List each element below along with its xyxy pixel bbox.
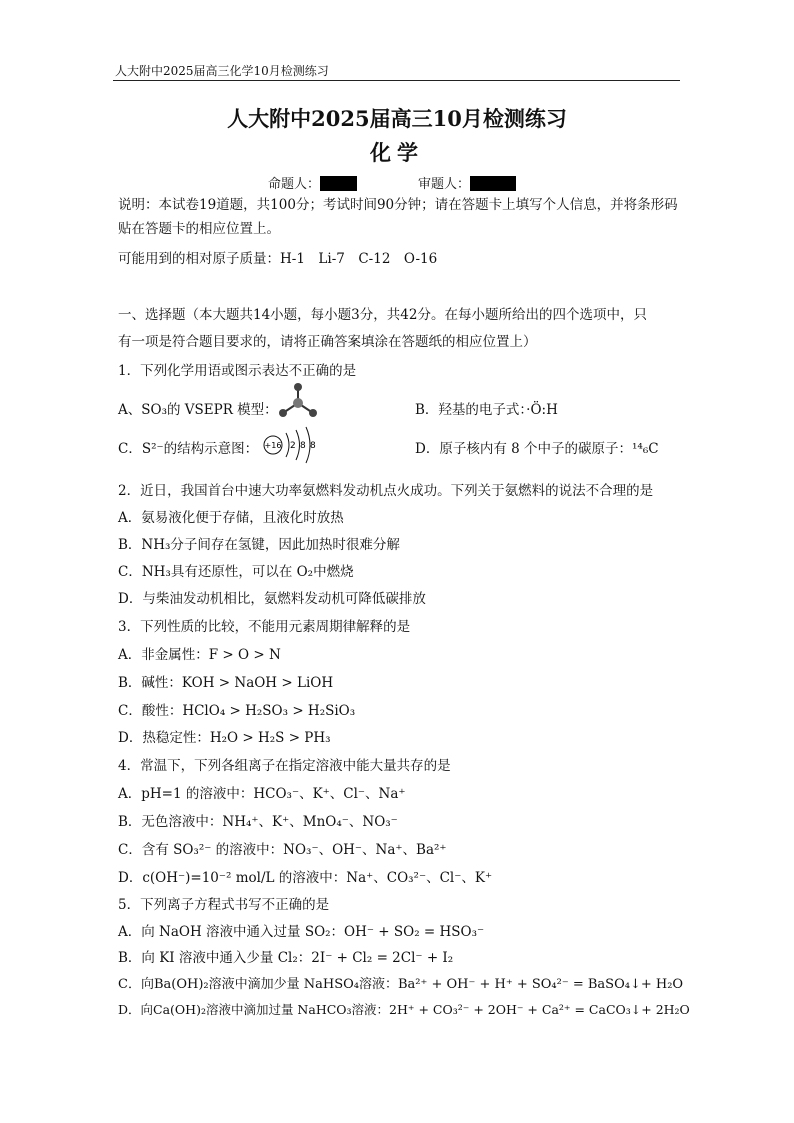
- exam-title: 人大附中2025届高三10月检测练习: [227, 106, 567, 131]
- reviewer-field: [418, 173, 516, 192]
- q1-option-b: B．羟基的电子式：·Ö:H: [415, 402, 558, 418]
- writer-redaction: [320, 176, 357, 191]
- q1-option-d: D．原子核内有 8 个中子的碳原子：¹⁴₆C: [415, 441, 659, 457]
- q4-stem: 4．常温下，下列各组离子在指定溶液中能大量共存的是: [118, 758, 451, 774]
- exam-subject: 化学: [370, 140, 424, 165]
- q2-option-d: D．与柴油发动机相比，氨燃料发动机可降低碳排放: [118, 591, 426, 607]
- q2-option-b: B．NH₃分子间存在氢键，因此加热时很难分解: [118, 537, 400, 553]
- q4-option-b: B．无色溶液中：NH₄⁺、K⁺、MnO₄⁻、NO₃⁻: [118, 814, 398, 830]
- section-heading-cont: 有一项是符合题目要求的，请将正确答案填涂在答题纸的相应位置上）: [118, 334, 537, 350]
- reviewer-redaction: [470, 176, 516, 191]
- q3-option-a: A．非金属性：F > O > N: [118, 647, 281, 663]
- q4-option-a: A．pH=1 的溶液中：HCO₃⁻、K⁺、Cl⁻、Na⁺: [118, 786, 406, 802]
- sulfide-ion-diagram: [262, 425, 322, 465]
- reviewer-label: 审题人：: [418, 177, 471, 192]
- q3-stem: 3．下列性质的比较，不能用元素周期律解释的是: [118, 619, 411, 635]
- writer-label: 命题人：: [268, 177, 321, 192]
- q5-option-c: C．向Ba(OH)₂溶液中滴加少量 NaHSO₄溶液：Ba²⁺ + OH⁻ + H⁺ + SO₄²⁻ = BaSO₄↓+ H₂O: [118, 977, 684, 992]
- q2-option-a: A．氨易液化便于存储，且液化时放热: [118, 510, 344, 526]
- header-rule: [113, 80, 680, 81]
- q2-option-c: C．NH₃具有还原性，可以在 O₂中燃烧: [118, 564, 354, 580]
- q2-stem: 2．近日，我国首台中速大功率氨燃料发动机点火成功。下列关于氨燃料的说法不合理的是: [118, 483, 654, 499]
- shell-1-count: 2: [290, 441, 296, 451]
- shell-3-count: 8: [310, 441, 316, 451]
- atomic-masses: 可能用到的相对原子质量：H-1 Li-7 C-12 O-16: [118, 251, 438, 267]
- section-heading: 一、选择题（本大题共14小题，每小题3分，共42分。在每小题所给出的四个选项中，只: [118, 307, 647, 323]
- q1-option-c: C．S²⁻的结构示意图：: [118, 441, 259, 457]
- q5-option-d: D．向Ca(OH)₂溶液中滴加过量 NaHCO₃溶液：2H⁺ + CO₃²⁻ + 2OH⁻ + Ca²⁺ = CaCO₃↓+ 2H₂O: [118, 1002, 690, 1017]
- q3-option-c: C．酸性：HClO₄ > H₂SO₃ > H₂SiO₃: [118, 703, 356, 719]
- q5-stem: 5．下列离子方程式书写不正确的是: [118, 897, 330, 913]
- q4-option-c: C．含有 SO₃²⁻ 的溶液中：NO₃⁻、OH⁻、Na⁺、Ba²⁺: [118, 842, 447, 858]
- q1-option-a: A、SO₃的 VSEPR 模型：: [118, 402, 278, 418]
- q3-option-b: B．碱性：KOH > NaOH > LiOH: [118, 675, 334, 691]
- running-header: 人大附中2025届高三化学10月检测练习: [115, 64, 329, 78]
- q3-option-d: D．热稳定性：H₂O > H₂S > PH₃: [118, 730, 331, 746]
- q5-option-b: B．向 KI 溶液中通入少量 Cl₂：2I⁻ + Cl₂ = 2Cl⁻ + I₂: [118, 950, 454, 966]
- q5-option-a: A．向 NaOH 溶液中通入过量 SO₂：OH⁻ + SO₂ = HSO₃⁻: [118, 924, 485, 940]
- writer-field: [268, 173, 357, 192]
- instructions-note: 说明：本试卷19道题，共100分；考试时间90分钟；请在答题卡上填写个人信息，并将条形码贴在答题卡的相应位置上。: [118, 197, 678, 237]
- shell-2-count: 8: [300, 441, 306, 451]
- q1-stem: 1．下列化学用语或图示表达不正确的是: [118, 363, 357, 379]
- q4-option-d: D．c(OH⁻)=10⁻² mol/L 的溶液中：Na⁺、CO₃²⁻、Cl⁻、K⁺: [118, 870, 493, 886]
- nucleus-label: +16: [264, 441, 282, 450]
- vsepr-model-icon: [272, 382, 324, 420]
